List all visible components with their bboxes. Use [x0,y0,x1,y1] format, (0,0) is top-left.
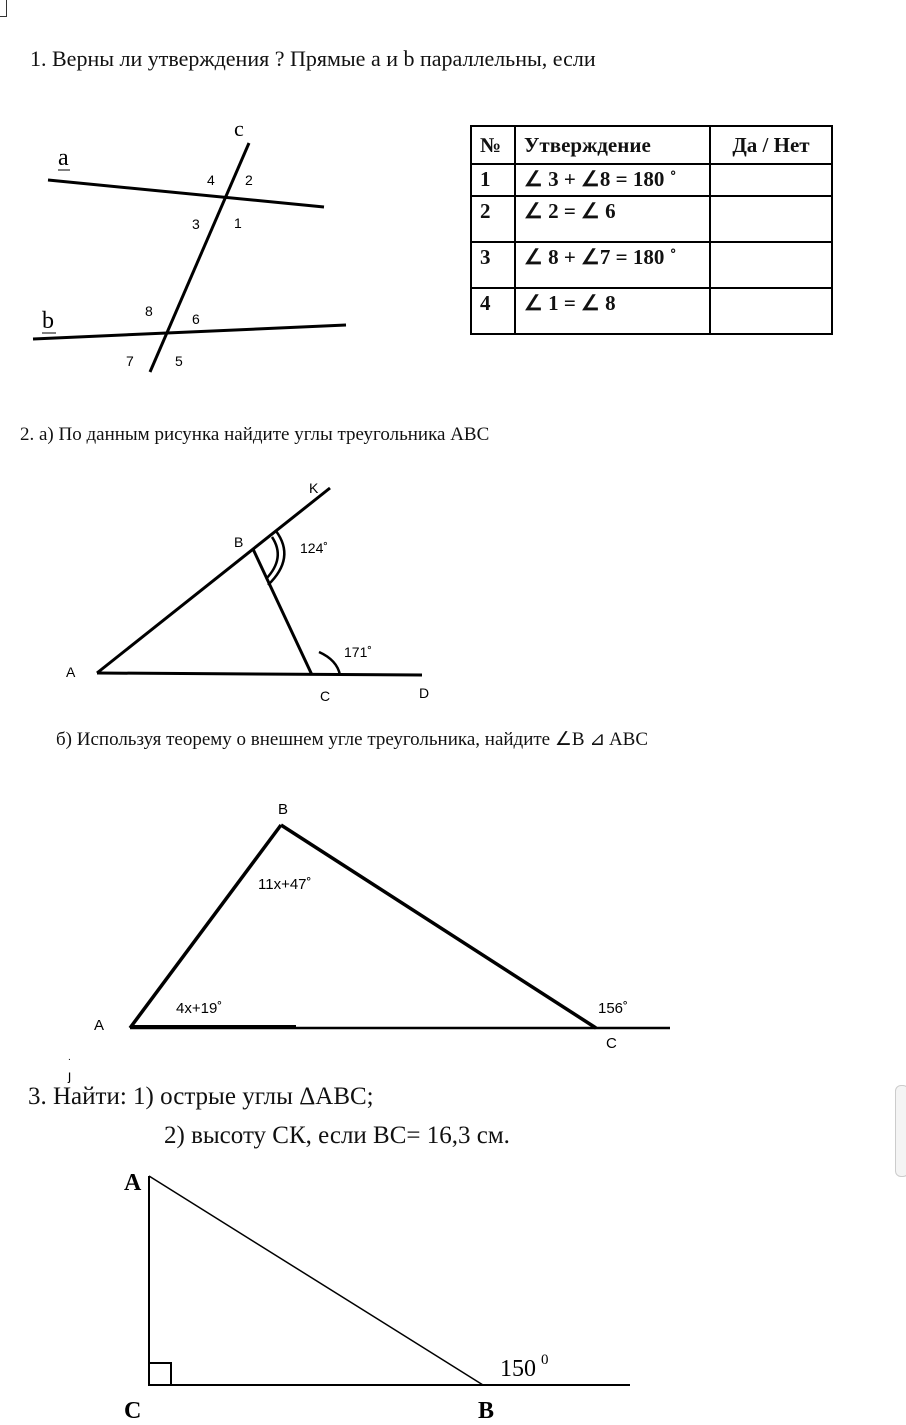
segment-AD [97,673,422,675]
label-K: K [309,480,319,496]
segment-AB-2b [130,825,281,1028]
line-a [48,180,324,207]
angle-label-5: 5 [175,353,183,369]
angle-label-8: 8 [145,303,153,319]
label-D: D [419,685,430,701]
label-C-2b: C [606,1035,617,1052]
table-row [471,164,832,196]
label-A-3: A [124,1170,142,1196]
angle-value-150: 150 [500,1356,536,1382]
angle-arc-C [319,652,340,675]
row-statement: ∠ 1 = ∠ 8 [515,288,710,334]
row-number: 4 [471,288,515,334]
stray-mark: . [68,1052,71,1063]
label-C-2a: C [320,688,331,704]
label-a: a [58,145,69,171]
row-number: 2 [471,196,515,242]
angle-value-124: 124˚ [300,540,329,556]
segment-BC [253,549,312,675]
question-1-title: 1. Верны ли утверждения ? Прямые а и b параллельны, если [30,46,596,71]
row-statement: ∠ 2 = ∠ 6 [515,196,710,242]
question-3-line-1: 3. Найти: 1) острые углы ΔАВС; [28,1083,374,1110]
label-A-2a: A [66,664,76,680]
stray-mark-2: ȷ [68,1067,72,1083]
row-answer-cell[interactable] [710,164,832,196]
header-yes-no: Да / Нет [710,126,832,164]
table-row [471,288,832,334]
label-B-2a: B [234,534,244,550]
segment-AB-3 [149,1176,483,1385]
row-number: 3 [471,242,515,288]
angle-degree-sup: 0 [541,1352,549,1368]
table-row [471,196,832,242]
expr-angle-B: 11x+47˚ [258,876,312,893]
angle-label-6: 6 [192,311,200,327]
angle-arc-B-inner [266,537,278,579]
label-B-2b: B [278,801,289,818]
label-c: c [234,116,244,141]
angle-label-4: 4 [207,172,215,188]
label-C-3: C [124,1398,142,1424]
table-row [471,242,832,288]
question-2b-text: б) Используя теорему о внешнем угле треугольника, найдите ∠B ⊿ ABC [56,729,649,750]
row-answer-cell[interactable] [710,288,832,334]
row-answer-cell[interactable] [710,242,832,288]
angle-label-1: 1 [234,215,242,231]
header-number: № [471,126,515,164]
label-B-3: B [478,1398,495,1424]
table-header-row [471,126,832,164]
label-A-2b: A [94,1017,105,1034]
line-c [150,143,249,372]
angle-arc-B-outer [268,531,284,585]
label-b: b [42,308,54,334]
angle-value-156: 156˚ [598,1000,629,1017]
question-2a-text: 2. а) По данным рисунка найдите углы треугольника АВС [20,424,490,445]
expr-angle-A: 4x+19˚ [176,1000,223,1017]
angle-value-171: 171˚ [344,644,373,660]
segment-AK [97,488,330,673]
row-answer-cell[interactable] [710,196,832,242]
segment-BC-2b [281,825,596,1028]
header-statement: Утверждение [515,126,710,164]
row-statement: ∠ 8 + ∠7 = 180 ˚ [515,242,710,288]
angle-label-2: 2 [245,172,253,188]
question-3-line-2: 2) высоту СК, если ВС= 16,3 см. [164,1122,510,1149]
row-number: 1 [471,164,515,196]
angle-label-3: 3 [192,216,200,232]
line-b [33,325,346,339]
right-angle-mark [149,1363,171,1385]
angle-label-7: 7 [126,353,134,369]
row-statement: ∠ 3 + ∠8 = 180 ˚ [515,164,710,196]
statements-table [470,125,833,335]
